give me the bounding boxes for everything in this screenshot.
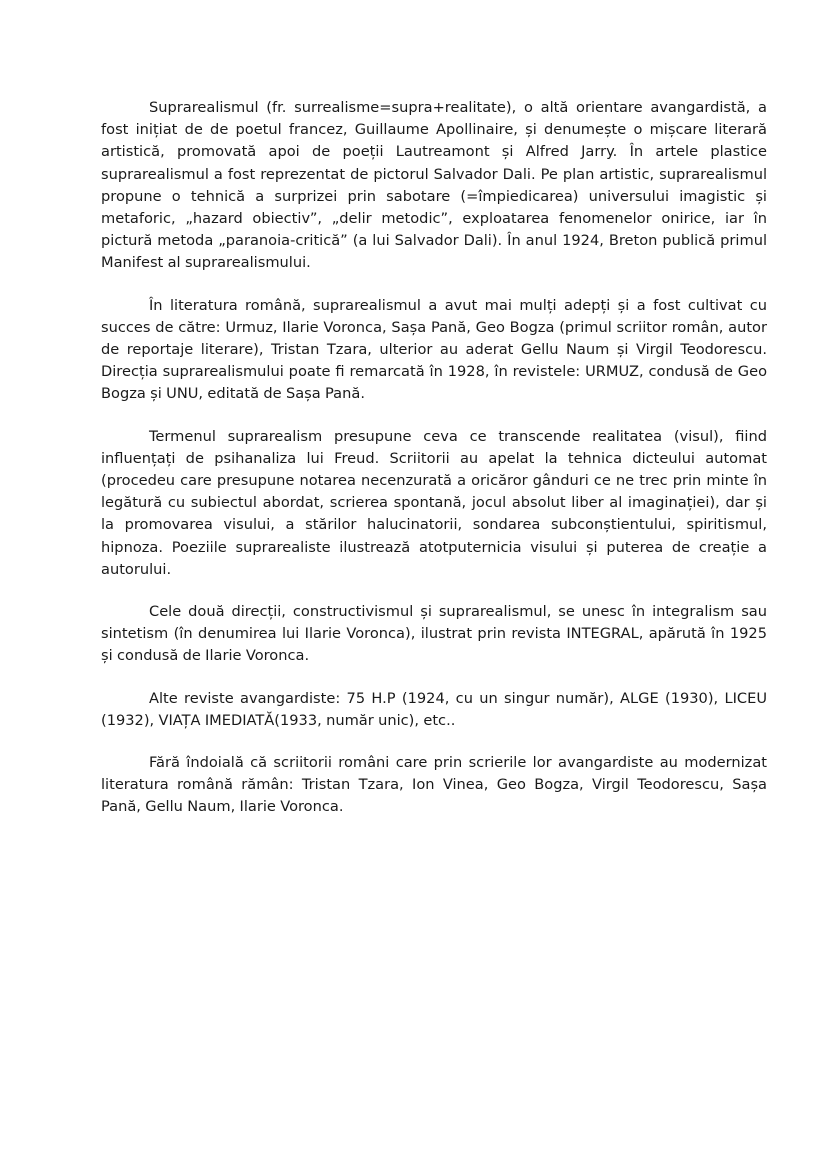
paragraph-romanian-literature: În literatura română, suprarealismul a avut mai mulți adepți și a fost cultivat cu succes de către: Urmuz, Ilarie Voronca, Sașa Pană, Geo Bogza (primul scriitor român, autor de reportaje literare), Tristan Tzara, ulterior au aderat Gellu Naum și Virgil Teodorescu. Direcția suprarealismului poate fi remarcată în 1928, în revistele: URMUZ, condusă de Geo Bogza și UNU, editată de Sașa Pană. (101, 296, 767, 403)
paragraph-integralism: Cele două direcții, constructivismul și suprarealismul, se unesc în integralism sau sintetism (în denumirea lui Ilarie Voronca), ilustrat prin revista INTEGRAL, apărută în 1925 și condusă de Ilarie Voronca. (101, 603, 767, 665)
document-body (101, 97, 767, 839)
paragraph-term-definition: Termenul suprarealism presupune ceva ce transcende realitatea (visul), fiind influențați de psihanaliza lui Freud. Scriitorii au apelat la tehnica dicteului automat (procedeu care presupune notarea necenzurată a oricăror gânduri ce ne trec prin minte în legătură cu subiectul abordat, scrierea spontană, jocul absolut liber al imaginației), dar și la promovarea visului, a stărilor halucinatorii, sondarea subconștientului, spiritismul, hipnoza. Poeziile suprarealiste ilustrează atotputernicia visului și puterea de creație a autorului. (101, 427, 767, 578)
paragraph-suprarealism-intro: Suprarealismul (fr. surrealisme=supra+realitate), o altă orientare avangardistă, a fost inițiat de de poetul francez, Guillaume Apollinaire, și denumește o mișcare literară artistică, promovată apoi de poeții Lautreamont și Alfred Jarry. În artele plastice suprarealismul a fost reprezentat de pictorul Salvador Dali. Pe plan artistic, suprarealismul propune o tehnică a surprizei prin sabotare (=împiedicarea) universului imagistic și metaforic, „hazard obiectiv”, „delir metodic”, exploatarea fenomenelor onirice, iar în pictură metoda „paranoia-critică” (a lui Salvador Dali). În anul 1924, Breton publică primul Manifest al suprarealismului. (101, 99, 767, 272)
paragraph-other-magazines: Alte reviste avangardiste: 75 H.P (1924, cu un singur număr), ALGE (1930), LICEU (1932), VIAȚA IMEDIATĂ(1933, număr unic), etc.. (101, 689, 767, 729)
paragraph-conclusion: Fără îndoială că scriitorii români care prin scrierile lor avangardiste au modernizat literatura română rămân: Tristan Tzara, Ion Vinea, Geo Bogza, Virgil Teodorescu, Sașa Pană, Gellu Naum, Ilarie Voronca. (101, 754, 767, 816)
